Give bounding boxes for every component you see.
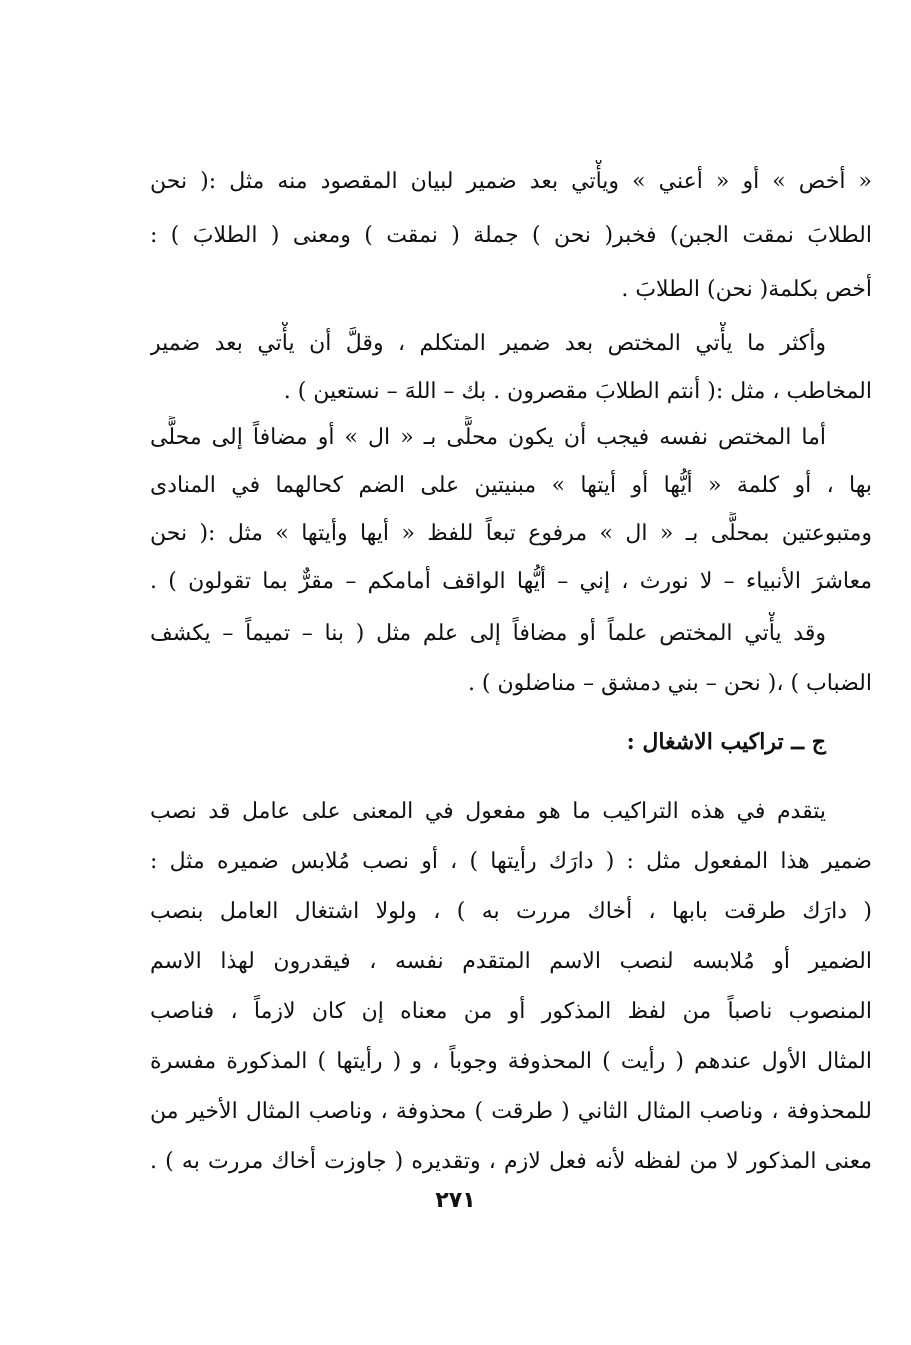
text-line: « أخص » أو « أعني » ويأْتي بعد ضمير لبيان المقصود منه مثل :( نحن [150, 169, 872, 194]
text-line: بها ، أو كلمة « أيُّها أو أيتها » مبنيتين على الضم كحالهما في المنادى [150, 473, 872, 498]
text-line: معاشرَ الأنبياء – لا نورث ، إني – أيُّها الواقف أمامكم – مقرٌّ بما تقولون ) . [150, 569, 872, 594]
page-body [150, 160, 872, 1240]
text-line: المنصوب ناصباً من لفظ المذكور أو من معناه إن كان لازماً ، فناصب [150, 999, 872, 1024]
text-line: الطلابَ نمقت الجبن) فخبر( نحن ) جملة ( نمقت ) ومعنى ( الطلابَ ) : [150, 223, 872, 248]
text-line: المثال الأول عندهم ( رأيت ) المحذوفة وجوباً ، و ( رأيتها ) المذكورة مفسرة [150, 1049, 872, 1074]
text-line: أخص بكلمة( نحن) الطلابَ . [621, 277, 872, 302]
section-heading: ج ــ تراكيب الاشغال : [626, 729, 826, 755]
text-line: أما المختص نفسه فيجب أن يكون محلًّى بـ « ال » أو مضافاً إلى محلًّى [150, 425, 826, 450]
text-line: ( دارَك طرقت بابها ، أخاك مررت به ) ، ولولا اشتغال العامل بنصب [150, 899, 872, 924]
text-line: للمحذوفة ، وناصب المثال الثاني ( طرقت ) محذوفة ، وناصب المثال الأخير من [150, 1099, 872, 1124]
text-line: الضمير أو مُلابسه لنصب الاسم المتقدم نفسه ، فيقدرون لهذا الاسم [150, 949, 872, 974]
page-number: ٢٧١ [435, 1188, 476, 1213]
text-line: المخاطب ، مثل :( أنتم الطلابَ مقصرون . بك – اللهَ – نستعين ) . [283, 379, 872, 404]
text-line: ومتبوعتين بمحلًّى بـ « ال » مرفوع تبعاً للفظ « أيها وأيتها » مثل :( نحن [150, 521, 872, 546]
text-line: وقد يأْتي المختص علماً أو مضافاً إلى علم مثل ( بنا – تميماً – يكشف [150, 621, 826, 646]
text-line: يتقدم في هذه التراكيب ما هو مفعول في المعنى على عامل قد نصب [150, 799, 826, 824]
text-line: ضمير هذا المفعول مثل : ( دارَك رأيتها ) ، أو نصب مُلابس ضميره مثل : [150, 849, 872, 874]
text-line: الضباب ) ،( نحن – بني دمشق – مناضلون ) . [467, 671, 872, 696]
text-line: وأكثر ما يأْتي المختص بعد ضمير المتكلم ، وقلَّ أن يأْتي بعد ضمير [150, 331, 826, 356]
text-line: معنى المذكور لا من لفظه لأنه فعل لازم ، وتقديره ( جاوزت أخاك مررت به ) . [150, 1149, 872, 1174]
